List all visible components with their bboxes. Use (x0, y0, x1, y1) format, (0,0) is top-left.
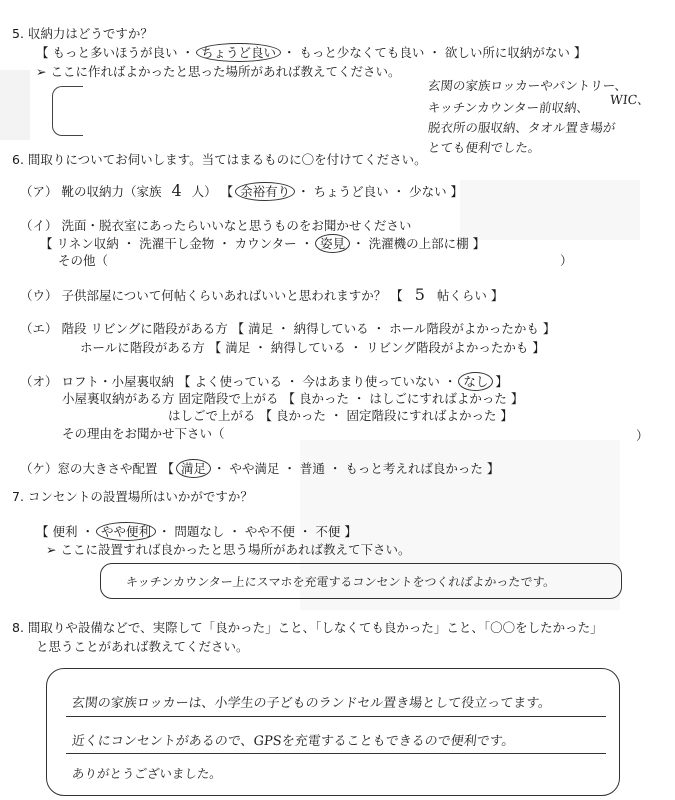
q8-title-line2: と思うことがあれば教えてください。 (36, 639, 249, 654)
q8-handwriting-line2: 近くにコンセントがあるので、GPSを充電することもできるので便利です。 (71, 734, 516, 749)
q7-options: 【 便利 ・ やや便利 ・ 問題なし ・ やや不便 ・ 不便 】 (36, 524, 357, 539)
q6-a-row: （ア） 靴の収納力（家族 4 人） 【 余裕有り ・ ちょうど良い ・ 少ない 】 (20, 181, 464, 200)
q6-d-option-hall[interactable]: ホール階段がよかったかも (389, 321, 539, 336)
q7-option-somewhat-inconvenient[interactable]: やや不便 (244, 524, 295, 539)
q7-title: 7. コンセントの設置場所はいかがですか？ (12, 489, 253, 504)
q6-b-other: その他（ (58, 253, 109, 268)
bleed-through-mark (0, 70, 30, 140)
q8-handwriting-line3: ありがとうございました。 (71, 766, 223, 781)
q6-d-option-satisfied[interactable]: 満足 (248, 321, 274, 336)
q6-c-row: （ウ） 子供部屋について何帖くらいあればいいと思われますか？ 【 5 帖くらい 】 (20, 285, 504, 304)
q7-option-ok[interactable]: 問題なし (174, 524, 225, 539)
q5-title: 5. 収納力はどうですか？ (12, 26, 153, 41)
q6-title: 6. 間取りについてお伺いします。当てはまるものに〇を付けてください。 (12, 152, 427, 167)
q6-e-option-unused[interactable]: 今はあまり使っていない (302, 374, 440, 389)
q6-b-option-mirror-circled[interactable]: 姿見 (315, 234, 350, 253)
q5-option-more[interactable]: もっと多いほうが良い (52, 45, 178, 60)
q5-handwriting-line3: 脱衣所の服収納、タオル置き場が (427, 120, 617, 135)
q5-options: 【 もっと多いほうが良い ・ ちょうど良い ・ もっと少なくても良い ・ 欲しい所に収納がない 】 (36, 45, 587, 60)
q6-f-option-better[interactable]: もっと考えれば良かった (345, 461, 483, 476)
q5-handwriting-line2: キッチンカウンター前収納、 (427, 100, 590, 115)
q8-title-line1: 8. 間取りや設備などで、実際して「良かった」こと、「しなくても良かった」こと、「〇〇をしたかった」 (12, 620, 603, 635)
q5-prompt: ➢ ここに作ればよかったと思った場所があれば教えてください。 (36, 64, 401, 79)
q6-c-number: 5 (414, 285, 425, 304)
q6-e2-option-good[interactable]: 良かった (298, 391, 349, 406)
q6-f-option-somewhat[interactable]: やや満足 (229, 461, 280, 476)
q6-a-option-ample-circled[interactable]: 余裕有り (235, 182, 295, 201)
q6-e3-option-fixed[interactable]: 固定階段にすればよかった (346, 408, 497, 423)
q6-a-option-just[interactable]: ちょうど良い (313, 184, 389, 199)
q6-a-family-count: 4 (171, 181, 182, 200)
q5-handwriting-line4: とても便利でした。 (427, 140, 542, 155)
q7-option-somewhat-circled[interactable]: やや便利 (96, 522, 156, 541)
q6-e-row3: はしごで上がる 【 良かった ・ 固定階段にすればよかった 】 (168, 408, 513, 423)
q6-e-option-used[interactable]: よく使っている (194, 374, 282, 389)
q6-b-title: （イ） 洗面・脱衣室にあったらいいなと思うものをお聞かせください (20, 218, 412, 233)
q6-d2-option-living[interactable]: リビング階段がよかったかも (366, 340, 529, 355)
q6-d-row2: ホールに階段がある方 【 満足 ・ 納得している ・ リビング階段がよかったかも 】 (80, 340, 545, 355)
q6-e-reason: その理由をお聞かせ下さい（ (62, 426, 225, 441)
q5-handwriting-wic: WIC、 (609, 92, 651, 107)
q6-f-option-normal[interactable]: 普通 (299, 461, 325, 476)
q6-b-other-close: ） (560, 253, 573, 268)
q6-d-row1: （エ） 階段 リビングに階段がある方 【 満足 ・ 納得している ・ ホール階段がよかったかも 】 (20, 321, 556, 336)
q7-prompt: ➢ ここに設置すれば良かったと思う場所があれば教えて下さい。 (46, 542, 411, 557)
q6-e3-option-good[interactable]: 良かった (275, 408, 326, 423)
q6-f-row: （ケ）窓の大きさや配置 【 満足 ・ やや満足 ・ 普通 ・ もっと考えれば良かった 】 (20, 461, 500, 476)
q6-d2-option-accepting[interactable]: 納得している (270, 340, 346, 355)
q6-f-option-satisfied-circled[interactable]: 満足 (176, 459, 211, 478)
q6-e-option-none-circled[interactable]: なし (458, 372, 493, 391)
q8-underline (66, 716, 606, 717)
q7-handwriting: キッチンカウンター上にスマホを充電するコンセントをつくればよかったです。 (125, 575, 557, 589)
q6-b-options: 【 リネン収納 ・ 洗濯干し金物 ・ カウンター ・ 姿見 ・ 洗濯機の上部に棚 】 (40, 236, 486, 251)
bleed-through-mark (460, 180, 640, 240)
q7-option-inconvenient[interactable]: 不便 (315, 524, 341, 539)
q5-handwriting-line1: 玄関の家族ロッカーやパントリー、 (427, 78, 629, 93)
q6-e2-option-ladder[interactable]: はしごにすればよかった (369, 391, 507, 406)
q7-option-convenient[interactable]: 便利 (52, 524, 78, 539)
q5-option-just-right-circled[interactable]: ちょうど良い (196, 43, 281, 62)
q6-b-option-linen[interactable]: リネン収納 (56, 236, 119, 251)
q8-handwriting-line1: 玄関の家族ロッカーは、小学生の子どものランドセル置き場として役立ってます。 (71, 696, 552, 711)
q6-d2-option-satisfied[interactable]: 満足 (225, 340, 251, 355)
q5-answer-bracket (52, 86, 83, 136)
q6-b-option-shelf[interactable]: 洗濯機の上部に棚 (368, 236, 469, 251)
q6-a-option-few[interactable]: 少ない (409, 184, 447, 199)
q6-b-option-drying[interactable]: 洗濯干し金物 (139, 236, 215, 251)
q6-d-option-accepting[interactable]: 納得している (293, 321, 369, 336)
q6-e-row1: （オ） ロフト・小屋裏収納 【 よく使っている ・ 今はあまり使っていない ・ なし 】 (20, 374, 508, 389)
q6-b-option-counter[interactable]: カウンター (234, 236, 297, 251)
q5-option-less[interactable]: もっと少なくても良い (299, 45, 425, 60)
q8-underline (66, 753, 606, 754)
q6-e-row2: 小屋裏収納がある方 固定階段で上がる 【 良かった ・ はしごにすればよかった 】 (62, 391, 524, 406)
q5-option-missing[interactable]: 欲しい所に収納がない (444, 45, 570, 60)
q6-e-reason-close: ） (636, 428, 649, 443)
